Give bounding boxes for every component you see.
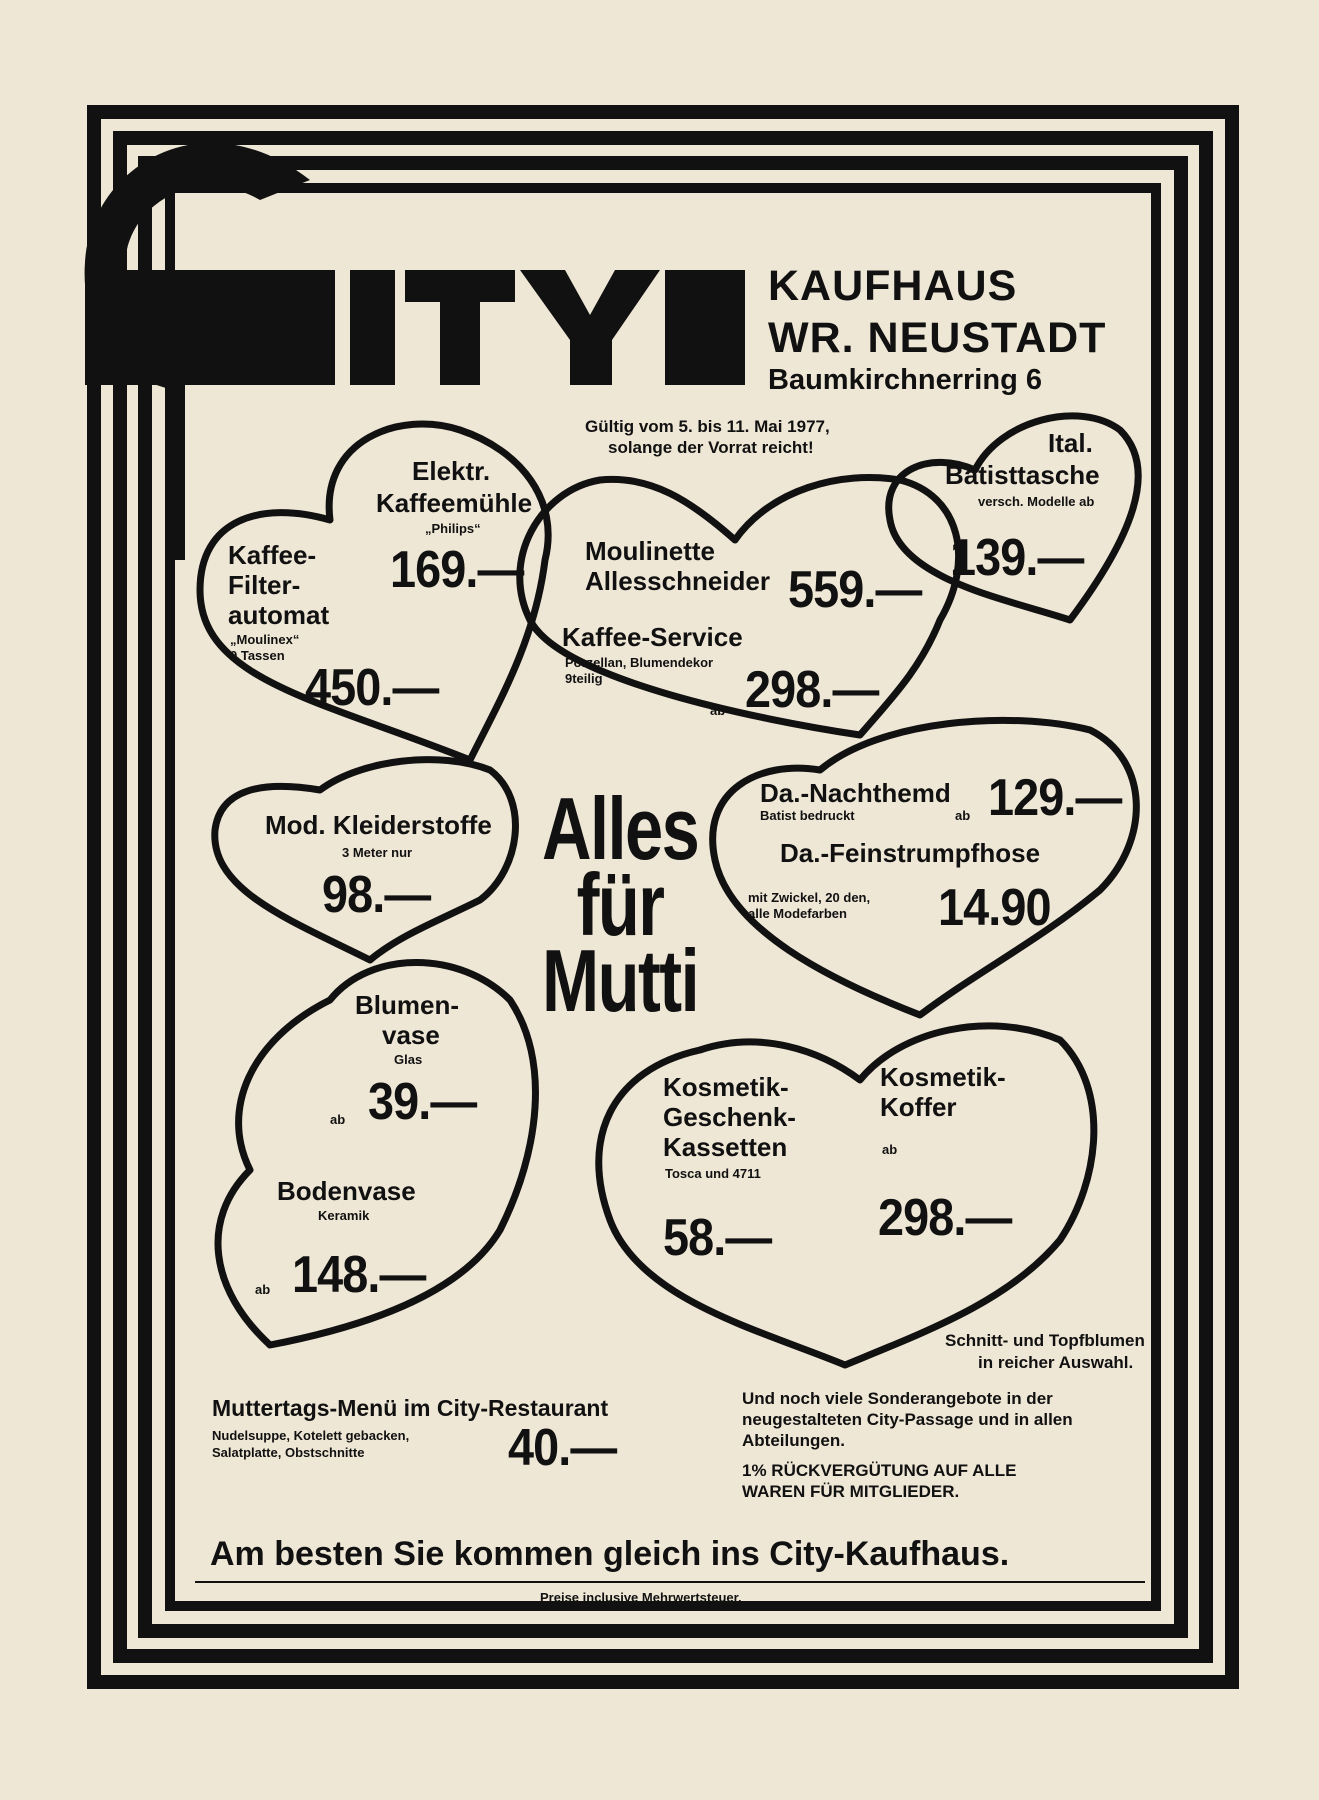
filter-price: 450.— <box>305 659 439 717</box>
extra-line-1: Und noch viele Sonderangebote in der <box>742 1389 1053 1408</box>
menu-desc-1: Nudelsuppe, Kotelett gebacken, <box>212 1428 410 1443</box>
tasche-name-1: Ital. <box>1048 428 1093 458</box>
strumpf-price: 14.90 <box>938 879 1051 937</box>
store-label: KAUFHAUS <box>768 262 1018 310</box>
moulinette-name-2: Allesschneider <box>585 566 770 596</box>
service-desc-1: Porzellan, Blumendekor <box>565 655 714 670</box>
koffer-price: 298.— <box>878 1189 1012 1247</box>
kassetten-desc: Tosca und 4711 <box>665 1166 761 1181</box>
vase-name-1: Blumen- <box>355 990 459 1020</box>
tasche-price: 139.— <box>950 529 1084 587</box>
menu-price: 40.— <box>508 1419 617 1477</box>
kassetten-price: 58.— <box>663 1209 772 1267</box>
extra-line-5: WAREN FÜR MITGLIEDER. <box>742 1482 960 1501</box>
moulinette-name-1: Moulinette <box>585 536 715 566</box>
footer-note: Preise inclusive Mehrwertsteuer. <box>540 1590 742 1605</box>
kaffeemuehle-name-2: Kaffeemühle <box>376 488 533 518</box>
kaffeemuehle-price: 169.— <box>390 541 524 599</box>
store-address: Baumkirchnerring 6 <box>768 364 1042 396</box>
filter-name-3: automat <box>228 600 330 630</box>
kaffeemuehle-name-1: Elektr. <box>412 456 491 486</box>
slogan-line-3: Mutti <box>542 931 699 1030</box>
bodenvase-price: 148.— <box>292 1246 426 1304</box>
strumpf-name: Da.-Feinstrumpfhose <box>780 838 1041 868</box>
koffer-ab: ab <box>882 1142 898 1157</box>
menu-title: Muttertags-Menü im City-Restaurant <box>212 1395 609 1421</box>
extra-line-4: 1% RÜCKVERGÜTUNG AUF ALLE <box>742 1461 1017 1480</box>
validity-line-1: Gültig vom 5. bis 11. Mai 1977, <box>585 417 830 436</box>
city-name: WR. NEUSTADT <box>768 314 1107 362</box>
filter-name-1: Kaffee- <box>228 540 317 570</box>
moulinette-price: 559.— <box>788 561 922 619</box>
kassetten-name-2: Geschenk- <box>663 1102 796 1132</box>
validity-line-2: solange der Vorrat reicht! <box>608 438 814 457</box>
strumpf-desc-1: mit Zwickel, 20 den, <box>748 890 871 905</box>
slogan-line-2: für <box>576 855 664 954</box>
strumpf-desc-2: alle Modefarben <box>748 906 847 921</box>
nachthemd-name: Da.-Nachthemd <box>760 778 951 808</box>
service-ab: ab <box>710 703 726 718</box>
nachthemd-ab: ab <box>955 808 971 823</box>
filter-cups: 9 Tassen <box>230 648 285 663</box>
vase-price: 39.— <box>368 1073 477 1131</box>
heart-tasche <box>889 416 1139 620</box>
kassetten-name-1: Kosmetik- <box>663 1072 789 1102</box>
menu-desc-2: Salatplatte, Obstschnitte <box>212 1445 365 1460</box>
nachthemd-desc: Batist bedruckt <box>760 808 855 823</box>
bodenvase-desc: Keramik <box>318 1208 370 1223</box>
bodenvase-name: Bodenvase <box>277 1176 416 1206</box>
vase-name-2: vase <box>382 1020 440 1050</box>
koffer-name-1: Kosmetik- <box>880 1062 1006 1092</box>
kassetten-name-3: Kassetten <box>663 1132 788 1162</box>
koffer-name-2: Koffer <box>880 1092 957 1122</box>
service-price: 298.— <box>745 661 879 719</box>
kleider-name: Mod. Kleiderstoffe <box>265 810 492 840</box>
tasche-name-2: Batisttasche <box>945 460 1100 490</box>
nachthemd-price: 129.— <box>988 769 1122 827</box>
tasche-desc: versch. Modelle ab <box>978 494 1095 509</box>
filter-brand: „Moulinex“ <box>230 632 300 647</box>
vase-desc: Glas <box>394 1052 423 1067</box>
footer-slogan: Am besten Sie kommen gleich ins City-Kaufhaus. <box>210 1535 1010 1573</box>
blumen-line-2: in reicher Auswahl. <box>978 1353 1134 1372</box>
kleider-price: 98.— <box>322 866 431 924</box>
slogan-line-1: Alles <box>542 779 699 878</box>
kaffeemuehle-brand: „Philips“ <box>425 521 481 536</box>
kleider-desc: 3 Meter nur <box>342 845 413 860</box>
filter-name-2: Filter- <box>228 570 301 600</box>
extra-line-2: neugestalteten City-Passage und in allen <box>742 1410 1073 1429</box>
bodenvase-ab: ab <box>255 1282 271 1297</box>
vase-ab: ab <box>330 1112 346 1127</box>
service-name: Kaffee-Service <box>562 622 743 652</box>
extra-line-3: Abteilungen. <box>742 1431 845 1450</box>
blumen-line-1: Schnitt- und Topfblumen <box>945 1331 1145 1350</box>
service-desc-2: 9teilig <box>565 671 603 686</box>
